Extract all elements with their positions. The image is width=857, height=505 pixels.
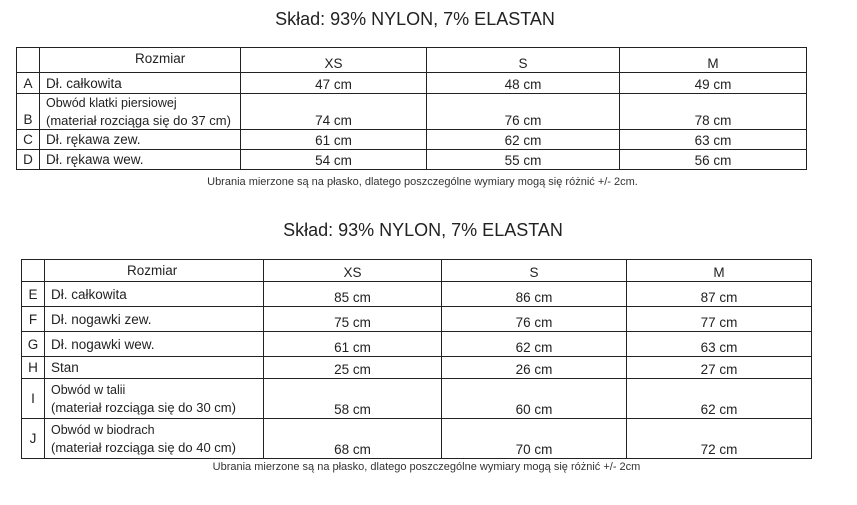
cell-s: 26 cm	[442, 357, 627, 379]
cell-s: 76 cm	[427, 94, 620, 130]
table-row	[22, 419, 812, 459]
cell-s: 62 cm	[442, 332, 627, 357]
row-label-line2: (materiał rozciąga się do 40 cm)	[51, 439, 236, 455]
header-m: M	[627, 260, 812, 282]
cell-m: 77 cm	[627, 307, 812, 332]
row-label: Stan	[45, 357, 264, 379]
cell-m: 72 cm	[627, 419, 812, 459]
row-letter: C	[17, 130, 40, 150]
row-letter: J	[22, 419, 45, 459]
cell-xs: 54 cm	[241, 150, 427, 170]
cell-m: 49 cm	[620, 73, 807, 94]
cell-m: 56 cm	[620, 150, 807, 170]
row-letter: A	[17, 73, 40, 94]
cell-s: 70 cm	[442, 419, 627, 459]
row-label	[45, 419, 264, 459]
table-row	[17, 94, 807, 130]
top-size-table	[16, 47, 807, 170]
cell-m: 63 cm	[620, 130, 807, 150]
top-table-title: Skład: 93% NYLON, 7% ELASTAN	[275, 9, 555, 29]
table-row	[22, 357, 812, 379]
cell-xs: 75 cm	[264, 307, 442, 332]
row-label: Dł. rękawa wew.	[40, 150, 241, 170]
cell-s: 60 cm	[442, 379, 627, 419]
header-size: Rozmiar	[40, 48, 241, 73]
cell-m: 62 cm	[627, 379, 812, 419]
cell-xs: 61 cm	[241, 130, 427, 150]
cell-xs: 61 cm	[264, 332, 442, 357]
cell-xs: 25 cm	[264, 357, 442, 379]
row-label-line1: Obwód klatki piersiowej	[46, 95, 177, 110]
table-row	[22, 282, 812, 307]
row-letter: D	[17, 150, 40, 170]
cell-xs: 47 cm	[241, 73, 427, 94]
bottom-table-title: Skład: 93% NYLON, 7% ELASTAN	[283, 220, 563, 240]
row-letter: I	[22, 379, 45, 419]
cell-s: 76 cm	[442, 307, 627, 332]
row-label-line1: Obwód w talii	[51, 382, 126, 397]
cell-s: 62 cm	[427, 130, 620, 150]
row-letter: E	[22, 282, 45, 307]
table-row	[22, 332, 812, 357]
cell-xs: 58 cm	[264, 379, 442, 419]
header-corner	[17, 48, 40, 73]
row-letter: H	[22, 357, 45, 379]
bottom-size-table	[21, 259, 812, 459]
cell-xs: 68 cm	[264, 419, 442, 459]
row-label: Dł. rękawa zew.	[40, 130, 241, 150]
row-label: Dł. nogawki zew.	[45, 307, 264, 332]
header-s: S	[427, 48, 620, 73]
cell-s: 86 cm	[442, 282, 627, 307]
table-row	[17, 130, 807, 150]
cell-s: 55 cm	[427, 150, 620, 170]
row-letter: B	[17, 94, 40, 130]
cell-m: 27 cm	[627, 357, 812, 379]
header-corner	[22, 260, 45, 282]
row-label-line1: Obwód w biodrach	[51, 422, 155, 437]
row-label-line2: (materiał rozciąga się do 37 cm)	[46, 112, 231, 128]
table-header-row	[17, 48, 807, 73]
header-xs: XS	[264, 260, 442, 282]
row-label	[40, 94, 241, 130]
top-measurement-note: Ubrania mierzone są na płasko, dlatego poszczególne wymiary mogą się różnić +/- 2cm.	[207, 176, 638, 188]
cell-s: 48 cm	[427, 73, 620, 94]
header-size: Rozmiar	[45, 260, 264, 282]
table-row	[17, 150, 807, 170]
cell-m: 63 cm	[627, 332, 812, 357]
row-letter: G	[22, 332, 45, 357]
cell-xs: 85 cm	[264, 282, 442, 307]
cell-xs: 74 cm	[241, 94, 427, 130]
header-s: S	[442, 260, 627, 282]
row-label-line2: (materiał rozciąga się do 30 cm)	[51, 399, 236, 415]
table-row	[22, 307, 812, 332]
row-label: Dł. całkowita	[40, 73, 241, 94]
header-m: M	[620, 48, 807, 73]
row-label	[45, 379, 264, 419]
table-row	[17, 73, 807, 94]
cell-m: 78 cm	[620, 94, 807, 130]
row-label: Dł. całkowita	[45, 282, 264, 307]
header-xs: XS	[241, 48, 427, 73]
cell-m: 87 cm	[627, 282, 812, 307]
table-row	[22, 379, 812, 419]
bottom-measurement-note: Ubrania mierzone są na płasko, dlatego poszczególne wymiary mogą się różnić +/- 2cm	[212, 461, 641, 473]
row-label: Dł. nogawki wew.	[45, 332, 264, 357]
row-letter: F	[22, 307, 45, 332]
table-header-row	[22, 260, 812, 282]
